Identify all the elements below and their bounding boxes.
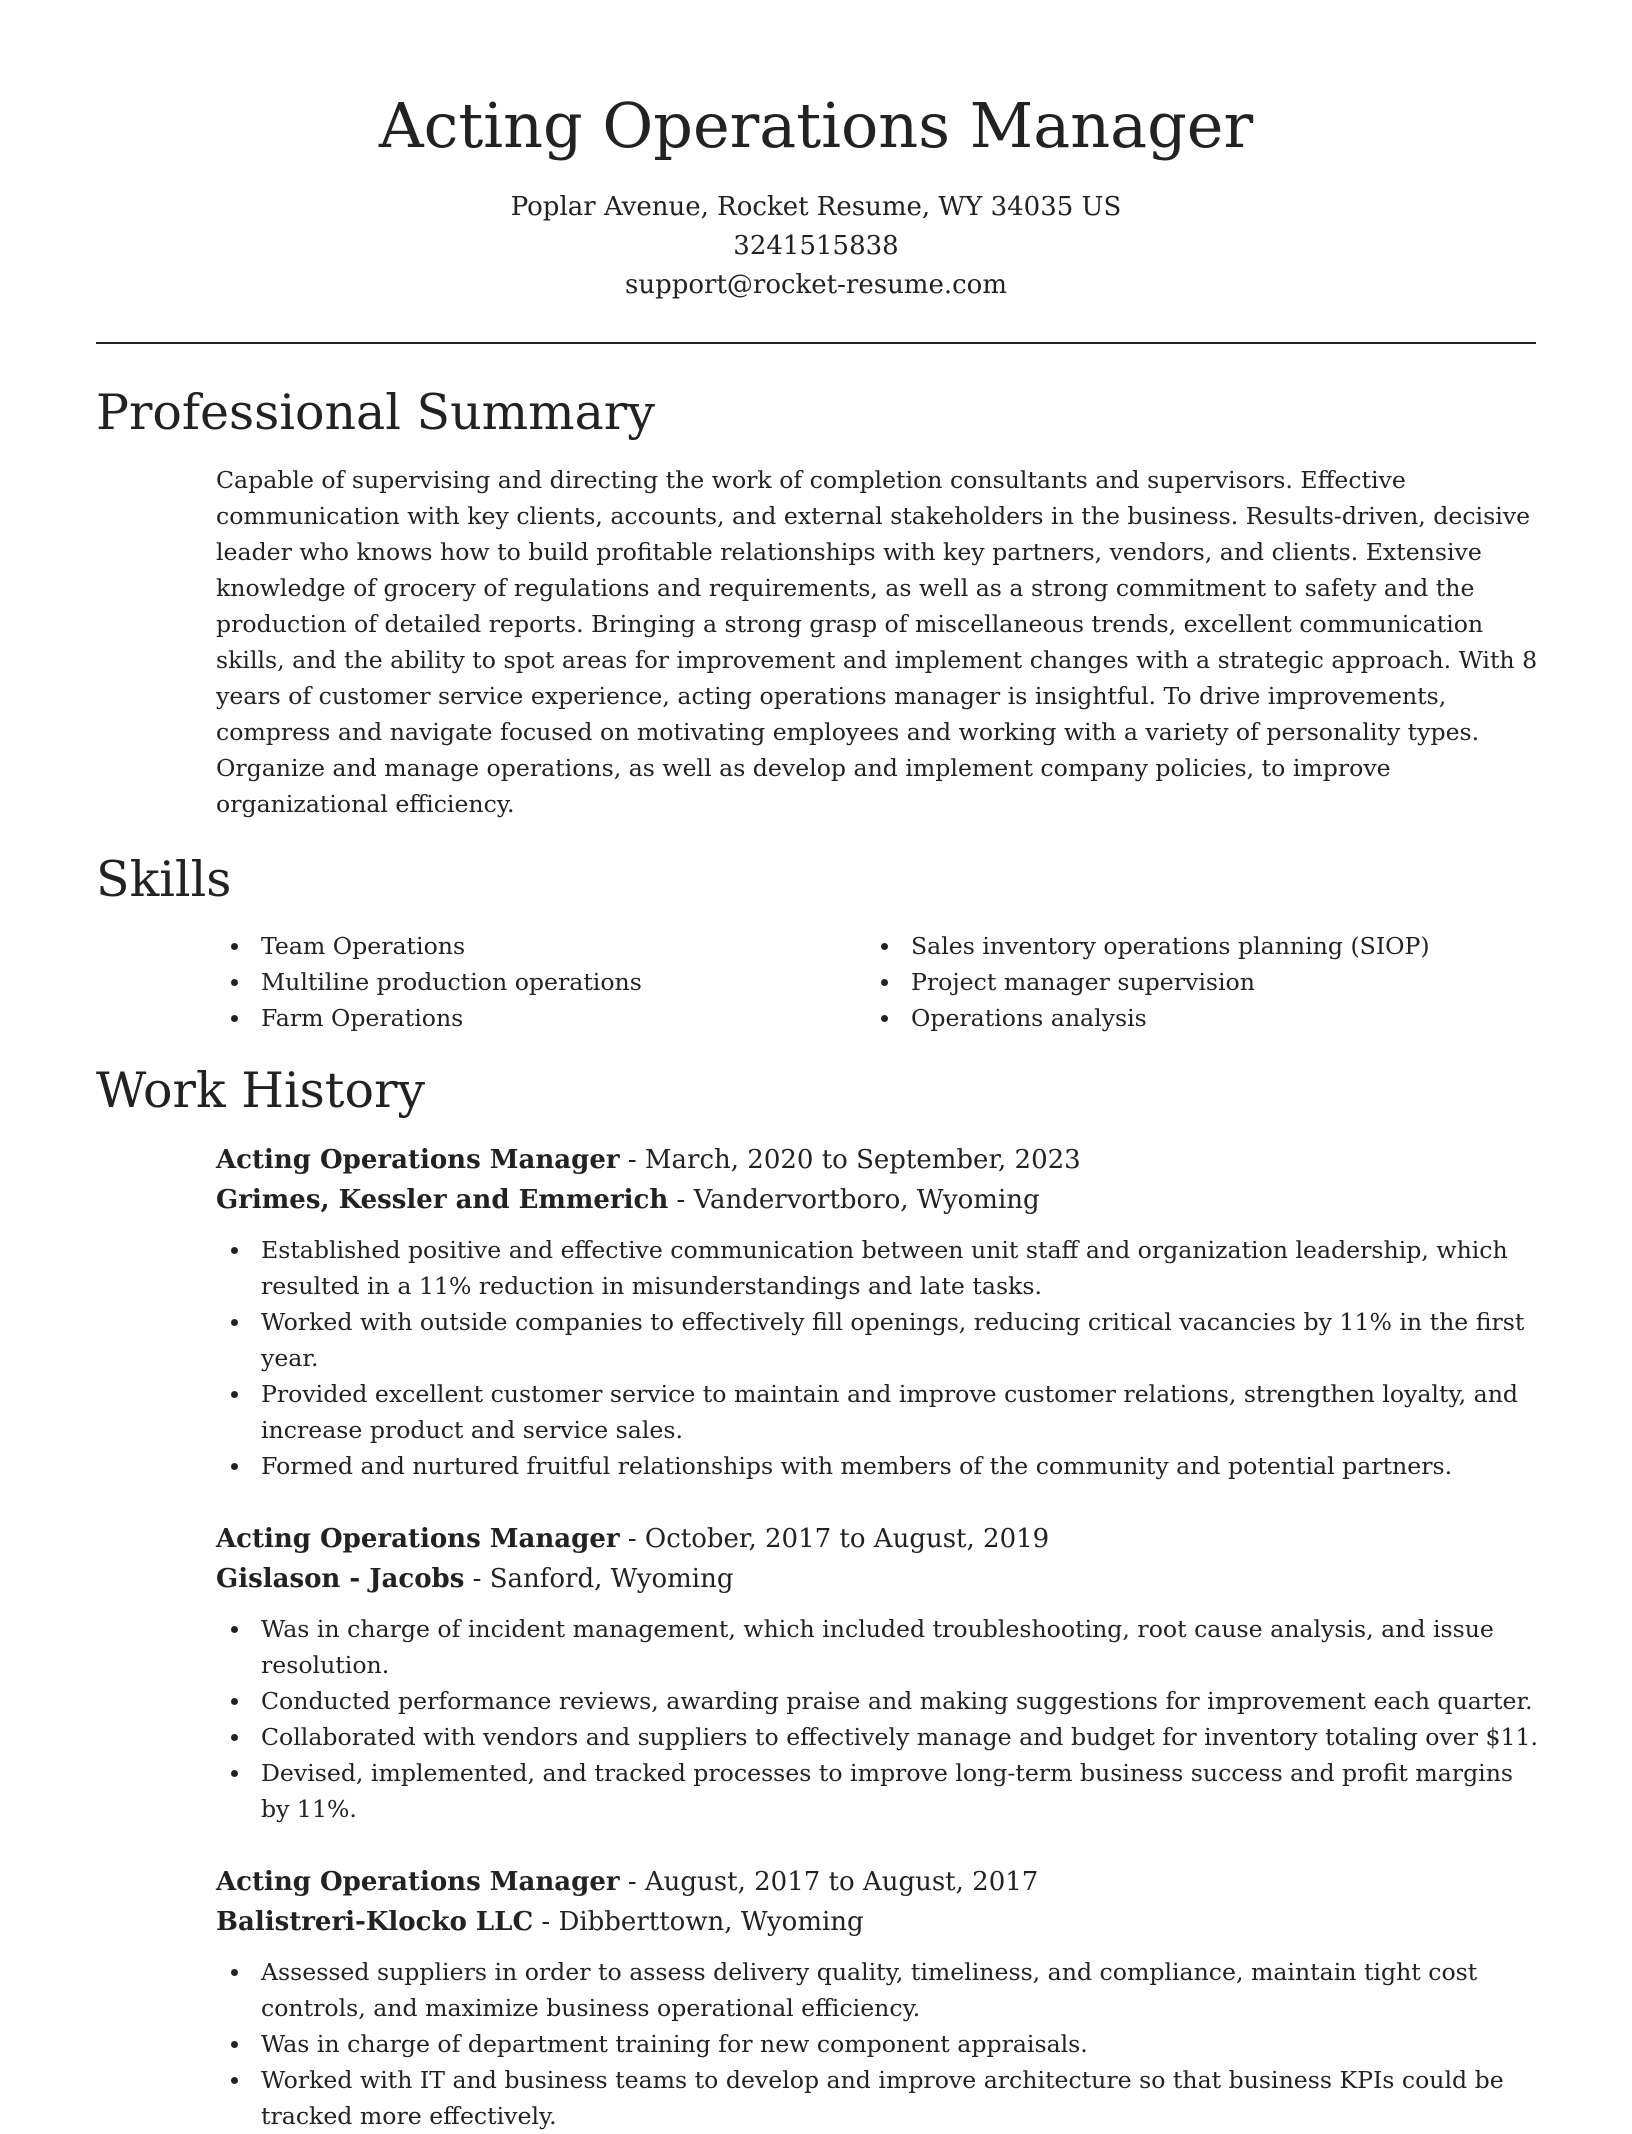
separator: -: [619, 1524, 645, 1554]
skills-list-left: [216, 928, 856, 1036]
job-location: Dibberttown, Wyoming: [558, 1907, 864, 1937]
separator: -: [464, 1564, 490, 1594]
job-dates: March, 2020 to September, 2023: [644, 1145, 1081, 1175]
skill-item: Sales inventory operations planning (SIOP): [866, 928, 1506, 964]
job-bullet: Devised, implemented, and tracked processes to improve long-term business success and profit margins by 11%.: [216, 1755, 1541, 1827]
job-role-line: [216, 1140, 1541, 1180]
job-bullet: Was in charge of incident management, which included troubleshooting, root cause analysis, and issue resolution.: [216, 1611, 1541, 1683]
job-company: Grimes, Kessler and Emmerich: [216, 1185, 669, 1215]
job-bullet: Conducted performance reviews, awarding praise and making suggestions for improvement each quarter.: [216, 1683, 1541, 1719]
contact-address: Poplar Avenue, Rocket Resume, WY 34035 US: [510, 192, 1122, 222]
job-bullet: Worked with IT and business teams to develop and improve architecture so that business KPIs could be tracked more effectively.: [216, 2062, 1541, 2134]
job-bullets: [216, 1232, 1541, 1484]
contact-email: support@rocket-resume.com: [624, 270, 1007, 300]
job-company-line: [216, 1180, 1541, 1220]
job-entry: [216, 1519, 1541, 1827]
job-company: Gislason - Jacobs: [216, 1564, 465, 1594]
separator: -: [619, 1145, 645, 1175]
job-bullet: Was in charge of department training for new component appraisals.: [216, 2026, 1541, 2062]
job-bullet: Formed and nurtured fruitful relationships with members of the community and potential partners.: [216, 1448, 1541, 1484]
summary-text: Capable of supervising and directing the work of completion consultants and supervisors. Effective communication with key clients, accounts, and external stakeholders in the business. Results-driven, decisive leader who knows how to build profitable relationships with key partners, vendors, and clients. Extensive knowledge of grocery of regulations and requirements, as well as a strong commitment to safety and the production of detailed reports. Bringing a strong grasp of miscellaneous trends, excellent communication skills, and the ability to spot areas for improvement and implement changes with a strategic approach. With 8 years of customer service experience, acting operations manager is insightful. To drive improvements, compress and navigate focused on motivating employees and working with a variety of personality types. Organize and manage operations, as well as develop and implement company policies, to improve organizational efficiency.: [216, 466, 1538, 818]
job-bullet: Provided excellent customer service to maintain and improve customer relations, strengthen loyalty, and increase product and service sales.: [216, 1376, 1541, 1448]
section-title-skills: Skills: [96, 851, 232, 908]
skills-list-right: [866, 928, 1506, 1036]
job-company-line: [216, 1559, 1541, 1599]
contact-phone: 3241515838: [733, 231, 899, 261]
skill-item: Team Operations: [216, 928, 856, 964]
separator: -: [619, 1867, 645, 1897]
job-role: Acting Operations Manager: [216, 1524, 620, 1554]
job-bullet: Established positive and effective communication between unit staff and organization leadership, which resulted in a 11% reduction in misunderstandings and late tasks.: [216, 1232, 1541, 1304]
skill-item: Farm Operations: [216, 1000, 856, 1036]
separator: -: [668, 1185, 694, 1215]
contact-block: [0, 188, 1632, 305]
job-role: Acting Operations Manager: [216, 1145, 620, 1175]
job-location: Vandervortboro, Wyoming: [693, 1185, 1040, 1215]
job-role: Acting Operations Manager: [216, 1867, 620, 1897]
section-title-summary: Professional Summary: [96, 384, 655, 441]
job-bullet: Collaborated with vendors and suppliers to effectively manage and budget for inventory totaling over $11.: [216, 1719, 1541, 1755]
job-bullet: Worked with outside companies to effectively fill openings, reducing critical vacancies by 11% in the first year.: [216, 1304, 1541, 1376]
job-dates: October, 2017 to August, 2019: [644, 1524, 1050, 1554]
job-bullet: Assessed suppliers in order to assess delivery quality, timeliness, and compliance, maintain tight cost controls, and maximize business operational efficiency.: [216, 1954, 1541, 2026]
job-bullets: [216, 1954, 1541, 2134]
job-entry: [216, 1862, 1541, 2134]
section-title-work-history: Work History: [96, 1062, 426, 1119]
skill-item: Project manager supervision: [866, 964, 1506, 1000]
job-role-line: [216, 1519, 1541, 1559]
skill-item: Multiline production operations: [216, 964, 856, 1000]
job-location: Sanford, Wyoming: [489, 1564, 734, 1594]
job-role-line: [216, 1862, 1541, 1902]
skill-item: Operations analysis: [866, 1000, 1506, 1036]
job-company: Balistreri-Klocko LLC: [216, 1907, 534, 1937]
job-company-line: [216, 1902, 1541, 1942]
job-bullets: [216, 1611, 1541, 1827]
job-dates: August, 2017 to August, 2017: [644, 1867, 1039, 1897]
candidate-title: Acting Operations Manager: [378, 89, 1254, 162]
resume-header: [0, 86, 1632, 305]
header-divider: [96, 342, 1536, 344]
job-entry: [216, 1140, 1541, 1484]
separator: -: [533, 1907, 559, 1937]
